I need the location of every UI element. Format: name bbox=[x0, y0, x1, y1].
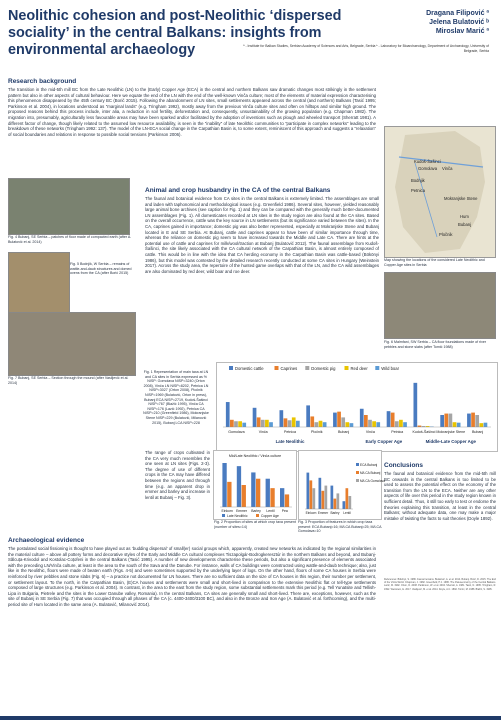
fig1-bar bbox=[296, 421, 300, 427]
fig1-site-label: Vinča bbox=[258, 430, 268, 434]
fig3-legend-swatch bbox=[356, 463, 359, 466]
fig3-bar bbox=[331, 486, 334, 509]
fig1-bar bbox=[475, 415, 479, 427]
fig2-bar bbox=[270, 488, 274, 507]
fig1-legend-swatch bbox=[305, 366, 309, 370]
fig1-bar bbox=[364, 415, 368, 427]
fig1-period-label: Late Neolithic bbox=[275, 439, 305, 444]
fig1-bar bbox=[253, 408, 257, 427]
fig1-bar bbox=[234, 421, 238, 427]
poster-title: Neolithic cohesion and post-Neolithic ‘dispersed sociality’ in the central Balkans: insights from environmental archaeology bbox=[8, 8, 342, 58]
fig1-bar bbox=[265, 420, 269, 427]
fig1-bar bbox=[306, 405, 310, 427]
fig1-legend-label: Domestic pig bbox=[311, 366, 336, 371]
fig1-bar bbox=[323, 422, 327, 427]
fig3-legend-label: M/LCA Gomolava bbox=[360, 479, 385, 483]
fig1-legend-label: Domestic cattle bbox=[235, 366, 264, 371]
fig3-bar bbox=[307, 473, 310, 509]
fig3-bar bbox=[346, 488, 349, 509]
fig7-caption: Fig. 7 Bubanj, SE Serbia – Section through the mound (after Vasiljević et al. 2014) bbox=[8, 376, 129, 385]
map-label-vinca: Vinča bbox=[442, 166, 453, 171]
fig5-caption: Fig. 5 Bodnjik, W Serbia – remains of wattle-and-daub structures and domed ovens from the CA (after Borić 2015) bbox=[70, 262, 132, 276]
fig2-category-label: Barley bbox=[251, 509, 261, 513]
author-list bbox=[369, 9, 489, 36]
fig1-bar bbox=[376, 422, 380, 427]
fig1-bar bbox=[257, 417, 261, 427]
fig3-legend-label: ECA Bubanj bbox=[360, 463, 378, 467]
fig1-legend-swatch bbox=[275, 366, 279, 370]
fig1-period-label: Early Copper Age bbox=[365, 439, 403, 444]
fig1-legend-label: Caprines bbox=[280, 366, 298, 371]
fig1-bar bbox=[350, 423, 354, 427]
fig1-site-label: Pločnik bbox=[311, 430, 323, 434]
fig3-bar bbox=[310, 480, 313, 509]
fig3-caption: Fig. 3 Proportion of features in which crop taxa present: ECA Bubanj=16; M/LCA Bubanj=25; M/LCA Gomolava=10 bbox=[298, 520, 382, 534]
fig1-bar bbox=[387, 411, 391, 427]
fig2-bar bbox=[237, 466, 241, 507]
author-1: Dragana Filipović ª bbox=[426, 10, 489, 17]
fig3-bar bbox=[334, 499, 337, 509]
crops-text: The range of crops cultivated in the CA very much resembles the one seen at LN sites (Figs. 2-3). The degree of use of different crops in the CA may have differed between the regions and through time (e.g. an apparent drop in emmer and barley and increase in lentil at Bubanj – Fig. 3). bbox=[145, 450, 210, 500]
fig1-bar bbox=[368, 420, 372, 427]
fig3-bar bbox=[325, 486, 328, 509]
fig2-legend-label: Late Neolithic bbox=[227, 514, 248, 518]
map-label-plocnik: Pločnik bbox=[439, 232, 453, 237]
map-label-hum: Hum bbox=[460, 214, 469, 219]
heading-archaeological-evidence: Archaeological evidence bbox=[8, 537, 85, 544]
map-label-mokranjske: Mokranjske Stene bbox=[444, 196, 478, 201]
fig1-site-label: Kudoš-Šašinci bbox=[412, 430, 436, 434]
fig1-bar bbox=[391, 413, 395, 427]
research-background-text: The transition in the mid-5th mill BC from the Late Neolithic (LN) to the (Early) Copper Age (ECA) in the central and northern Balkans saw dramatic changes most strikingly in the settlement pattern but also in other aspects of cultural behaviour. Here we equate the end of the LN with the end of the well-known Vinča culture; most of the elements of material expression characterising this phenomenon disappeared by the 45th century BC (Borić 2015). Following the abandonment of LN sites, small settlements appeared across the central (and northern) Balkans (Tasić 1995; Parkinson et al. 2004), in locations understood as “marginal lands” (e.g. Tringham 1992), mostly away from the previous Vinča culture sites and often on hilltops and similar high ground. The proposed reasons behind this process include, inter alia, a reduction in soil fertility, deforestation and, consequently, unsustainability of the growing population (e.g. Chapman 1982). The migration into, presumably, agriculturally less favourable areas may have been sparked and/or facilitated by the adoption of inventions such as plough and wheeled transport (Sherratt 1981). A different factor of change, though likely related to the assumed low resource availability, is seen in the “inability” of late Neolithic communities to “participate in complex networks” leading to the breakdown of these networks (Tringham 1992: 137). The model of the LN-ECA social change in the Carpathian Basin is, to some extent, reminiscent of this approach and suggests a “relaxation” of social boundaries and relations in response to possible social tensions (Parkinson 2006). bbox=[8, 87, 376, 137]
fig3-bar bbox=[319, 478, 322, 509]
fig1-bar bbox=[337, 412, 341, 427]
fig2-chart bbox=[213, 450, 297, 520]
fig2-bar bbox=[251, 472, 255, 507]
fig1-bar bbox=[315, 422, 319, 427]
fig2-category-label: Lentil bbox=[266, 509, 275, 513]
fig2-legend-label: Copper Age bbox=[261, 514, 279, 518]
fig3-legend-label: M/LCA Bubanj bbox=[360, 471, 381, 475]
fig6-caption: Fig. 6 Malmfani, SW Serbia – CA floor foundations made of river pebbles and stone slabs (after Tomić 1988) bbox=[384, 340, 487, 349]
fig1-bar bbox=[418, 426, 422, 427]
author-3: Miroslav Marić ª bbox=[435, 28, 489, 35]
fig2-category-label: Emmer bbox=[236, 509, 248, 513]
fig1-bar bbox=[341, 417, 345, 427]
fig1-bar bbox=[284, 418, 288, 427]
fig3-bar bbox=[337, 493, 340, 509]
fig1-bar bbox=[484, 423, 488, 427]
fig1-bar bbox=[261, 420, 265, 427]
affiliations: ª - Institute for Balkan Studies, Serbian Academy of Sciences and Arts, Belgrade, Serbia ᵇ - Laboratory for Bioarchaeology, Department of Archaeology, University of Belgrade, Serbia bbox=[243, 44, 489, 53]
fig1-bar bbox=[440, 415, 444, 427]
fig1-bar bbox=[226, 402, 230, 427]
fig2-caption: Fig. 2 Proportion of sites at which crop taxa present (number of sites=14) bbox=[214, 520, 296, 529]
fig4-photo bbox=[8, 178, 130, 235]
fig2-bar bbox=[280, 488, 284, 507]
fig1-period-label: Middle-Late Copper Age bbox=[425, 439, 476, 444]
fig2-bar bbox=[266, 479, 270, 507]
fig1-chart bbox=[216, 362, 498, 452]
fig1-bar bbox=[319, 421, 323, 427]
map-caption: Map showing the locations of the considered Late Neolithic and Copper Age sites in Serbia bbox=[384, 258, 485, 267]
fig1-bar bbox=[399, 420, 403, 427]
archaeological-evidence-text: The postulated social fissioning is thought to have played out as ‘budding dispersal’ of small(er) social groups which, apparently, created new networks as indicated by the regional similarities in the material culture – above all pottery forms and decorative styles of the Early and Middle CA cultural complexes Tiszapolgár-Bodrogkeresztúr in the northern Balkans and beyond, and Bubanj-Sălcuța-Krivodol and Kostolac-Coțofeni in the central Balkans (Tasić 1995). A number of new developments characterise these periods, but also a significant presence of elements associated with the preceding LN/Vinča culture, at least in the area to the south of the Sava and the Danube. For instance, walls of CA buildings were constructed using wattle-and-daub technique; also, just like in the Neolithic, floors were made of beaten earth (Figs. 4-5) and were sometimes supported by the underlying layer of logs. On the other hand, floors of some CA houses in Serbia were reinforced by river pebbles and stone slabs (Fig. 6) – a practice not documented for LN houses. There are no sufficient data on the size of CA houses in this region, their number per settlement, or settlement layout. To the north, in the Carpathian Basin, (E)CA houses and settlements were small and short-lived in comparison to the extensive Neolithic flat or tell-type settlements composed of large structures (e.g. Parkinson et al. 2004). In contrast, in the area to the east from the study region, some substantial settlements mark this period (e.g. Tell Yunatsite and Tellish-Lipa in Bulgaria, Pietrele and the sites in the Lower Danube valley, Romania). In the central Balkans, CA sites are generally small and short-lived. There are, exceptions, however, such as the site of Bubanj in SE Serbia (Fig. 7) that was occupied through all phases of the CA (c. 4400-3400/3100 BC), and also in the Bronze and Iron Age (A. Bulatović et al. forthcoming), and the multi-period site of Hum located in the same area (A. Bulatović, Milanović 2014). bbox=[8, 546, 377, 607]
fig1-bar bbox=[444, 414, 448, 427]
author-2: Jelena Bulatović ᵇ bbox=[429, 19, 489, 26]
fig1-bar bbox=[403, 422, 407, 427]
fig1-bar bbox=[269, 422, 273, 427]
fig1-caption: Fig. 1 Representation of main taxa at LN and CA sites in Serbia expressed as % NISP: Gomolava NISP=3240 (Orton 2008), Vinča LN NISP=8202, Petnica LN NISP=3027 (Orton 2008), Pločnik NISP=1969 (Bulatović, Orton in press), Bubanj ECA NISP=2719, Kudoš-Šašinci NISP=767 (Blažić 1995), Vinča CA NISP=176 (Lazić 1992), Petnica CA NISP=210 (Greenfield 1986), Mokranjske Stene NISP=229 (Bulatović, Milanović 2015), Bubanj LCA NISP=228 bbox=[143, 370, 209, 425]
fig3-bar bbox=[349, 496, 352, 509]
fig1-site-label: Gomolava bbox=[228, 430, 245, 434]
fig2-bar bbox=[242, 485, 246, 507]
fig1-bar bbox=[242, 423, 246, 427]
map-label-gomolava: Gomolava bbox=[418, 166, 438, 171]
fig1-legend-swatch bbox=[375, 366, 379, 370]
fig1-site-label: Bubanj bbox=[471, 430, 484, 434]
fig1-site-label: Petnica bbox=[391, 430, 404, 434]
fig1-bar bbox=[449, 414, 453, 427]
fig1-bar bbox=[457, 423, 461, 427]
fig2-bar bbox=[256, 479, 260, 507]
fig2-category-label: Pea bbox=[281, 509, 288, 513]
fig2-legend-swatch bbox=[256, 514, 259, 517]
fig1-bar bbox=[471, 413, 475, 427]
fig1-site-label: Bubanj bbox=[337, 430, 350, 434]
fig1-bar bbox=[467, 414, 471, 427]
fig3-bar bbox=[322, 491, 325, 509]
fig3-legend-swatch bbox=[356, 471, 359, 474]
fig3-legend-swatch bbox=[356, 479, 359, 482]
fig1-legend-label: Wild boar bbox=[381, 366, 399, 371]
fig1-bar bbox=[453, 422, 457, 427]
fig6-photo bbox=[384, 272, 496, 339]
footer-bar bbox=[0, 716, 501, 720]
map-label-bodnjik: Bodnjik bbox=[411, 178, 425, 183]
map-label-kudos: Kudoš-Šašinci bbox=[414, 159, 441, 164]
fig1-bar bbox=[292, 417, 296, 427]
fig3-category-label: Barley bbox=[330, 511, 340, 515]
fig3-category-label: Lentil bbox=[343, 511, 351, 515]
fig2-legend-title: Mid/Late Neolithic / Vinča culture bbox=[228, 454, 282, 458]
fig5-photo bbox=[8, 252, 70, 314]
fig3-chart bbox=[298, 450, 385, 520]
crop-animal-text: The faunal and botanical evidence from CA sites in the central Balkans is extremely limited. The assemblages are small and laden with taphonomical and methodological issues (e.g. Greenfield 1986). Several sites, however, yielded reasonably large animal bone archives (see caption for Fig. 1) and they can be compared with the generally much better-documented LN assemblages (Fig. 1). All domesticates recorded at LN sites in the study region are also found at the CA sites. Based on the overall occurrence, cattle was the key source in LN settlements (but its significance varied between the sites). In the CA, caprines gained in importance; domestic pig was also better represented, especially at Mokranjske Stene and Bubanj located in E and SE Serbia. At Bubanj, cattle and caprines appear to have been of similar importance through time, whereas the reliance on domestic pig seem to have increased towards the Middle and Late CA. There are hints at the potential use of cattle and caprines for milk/wool/traction at Bubanj (Bulatović 2012). The faunal assemblage from Kudoš-Šašinci, the site likely associated with the CA cultural network of the Carpathian Basin, is almost entirely composed of cattle. This would be in line with the idea that CA herding economy in the Carpathian Basin was cattle-based (Bökönyi 1986), but this model was contested by the detailed research recently conducted at some CA sites in Hungary (Weinstein 2017). Across the study area, the repertoire of the hunted game overlaps with that of the LN, and the CA wild assemblages are also dominated by red deer, wild boar and roe deer. bbox=[145, 196, 379, 274]
references: References: Bökönyi, S. 1986. Faunal remains. Bulatović, A. et al. 2014. Bubanj. Borić, D. 2015. The End of the Vinča World. Chapman, J. 1982. Greenfield, H.J. 1986. The Paleoeconomy of the Central Balkans. Lazić, M. 1992. Orton, D. 2008. Parkinson, W. et al. 2004. Sherratt, A. 1981. Tasić, N. 1995. Tringham, R. 1992. Weinstein, E. 2017. Vasiljević, M. et al. 2014. Doyle, A.C. 1892. Tomić, M. 1988. Blažić, S. 1995. bbox=[384, 578, 496, 591]
fig3-category-label: Emmer bbox=[317, 511, 329, 515]
fig2-bar bbox=[227, 482, 231, 507]
fig1-bar bbox=[395, 421, 399, 427]
fig2-bar bbox=[222, 463, 226, 507]
fig3-bar bbox=[313, 488, 316, 509]
heading-crop-animal: Animal and crop husbandry in the CA of the central Balkans bbox=[145, 187, 331, 194]
heading-research-background: Research background bbox=[8, 78, 77, 85]
fig2-category-label: Einkorn bbox=[221, 509, 233, 513]
fig1-legend-swatch bbox=[345, 366, 349, 370]
fig1-site-label: Vinča bbox=[365, 430, 375, 434]
fig1-legend-label: Red deer bbox=[350, 366, 368, 371]
fig1-bar bbox=[333, 413, 337, 427]
fig1-site-label: Mokranjske Stene bbox=[436, 430, 466, 434]
fig1-bar bbox=[238, 421, 242, 427]
conclusions-text: The faunal and botanical evidence from the mid-5th mill BC onwards in the central Balkans is too limited to be used to assess the potential effect on the economy of the transition from the LN to the ECA. Neither are any other aspects of life over this period in the study region known in sufficient detail. Thus, it still too early to test or endorse the theories explaining this transition, at least in the central Balkans; without adequate data, one may make a major mistake of twisting the facts to suit theories (Doyle 1892). bbox=[384, 471, 496, 521]
fig1-bar bbox=[372, 421, 376, 427]
fig1-bar bbox=[479, 423, 483, 427]
fig1-bar bbox=[345, 422, 349, 427]
fig3-category-label: Einkorn bbox=[305, 511, 317, 515]
fig4-caption: Fig. 4 Bubanj, SE Serbia – patches of floor made of compacted earth (after A. Bulatović et al. 2014) bbox=[8, 235, 132, 244]
fig1-bar bbox=[279, 410, 283, 427]
fig2-bar bbox=[285, 494, 289, 507]
fig1-bar bbox=[413, 383, 417, 427]
fig1-site-label: Petnica bbox=[284, 430, 296, 434]
fig1-bar bbox=[230, 420, 234, 427]
fig2-legend-swatch bbox=[222, 514, 225, 517]
heading-conclusions: Conclusions bbox=[384, 462, 424, 469]
fig1-bar bbox=[360, 409, 364, 427]
map-label-petnica: Petnica bbox=[411, 188, 425, 193]
fig1-legend-swatch bbox=[229, 366, 233, 370]
fig1-bar bbox=[288, 420, 292, 427]
fig7-photo bbox=[8, 312, 136, 376]
fig1-bar bbox=[310, 416, 314, 427]
map-label-bubanj: Bubanj bbox=[458, 222, 472, 227]
fig3-bar bbox=[343, 501, 346, 509]
